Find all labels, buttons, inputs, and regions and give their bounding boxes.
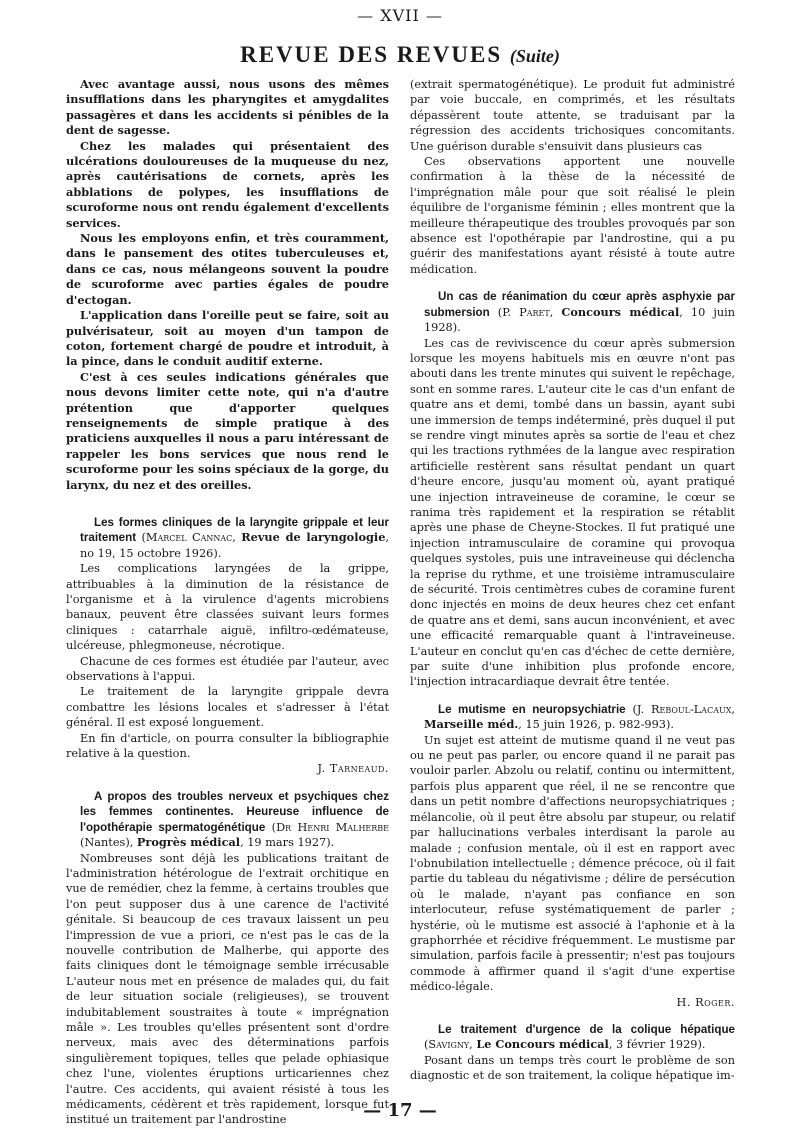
article-heading-malherbe: A propos des troubles nerveux et psychiques chez les femmes continentes. Heureuse influence de l'opothérapie spermatogénétique (Dr Henri Malherbe (Nantes), Progrès médical, 19 mars 1927). xyxy=(80,789,390,850)
article-paragraph: Nombreuses sont déjà les publications traitant de l'administration hétérologue de l'extrait orchitique en vue de remédier, chez la femme, à certains troubles que l'on peut supposer dus à une carence de l'activité génitale. Si beaucoup de ces travaux laissent un peu l'impression de vue a priori, ce n'est pas le cas de la nouvelle contribution de Malherbe, qui apporte des faits cliniques dont le témoignage semble irrécusable L'auteur nous met en présence de malades qui, du fait de leur situation sociale (religieuses), se trouvent indubitablement soustraites à toute « imprégnation mâle ». Les troubles qu'elles présentent sont d'ordre nerveux, mais avec des déterminations parfois singulièrement topiques, telles que pelade ophiasique chez l'une, violentes éruptions urticariennes chez l'autre. Ces accidents, qui avaient résisté à tous les médicaments, cédèrent et très rapidement, lorsque fut institué un traitement par l'androstine xyxy=(66,851,389,1127)
intro-paragraph-1: Avec avantage aussi, nous usons des mêmes insufflations dans les pharyngites et amygdalites passagères et dans les accidents si pénibles de la dent de sagesse. xyxy=(66,77,389,138)
continuation-paragraph: Ces observations apportent une nouvelle confirmation à la thèse de la nécessité de l'imprégnation mâle pour que soit réalisé le plein équilibre de l'organisme féminin ; elles montrent que la meilleure thérapeutique des troubles provoqués par son absence est l'opothérapie par l'androstine, qui a pu guérir des manifestations ayant résisté à toute autre médication. xyxy=(410,155,735,276)
page-number-footer: — 17 — xyxy=(363,1100,437,1121)
article-paragraph: Les complications laryngées de la grippe, attribuables à la diminution de la résistance de l'organisme et à la virulence d'agents microbiens banaux, peuvent être classées suivant leurs formes cliniques : catarrhale aiguë, infiltro-œdémateuse, ulcéreuse, phlegmoneuse, nécrotique. xyxy=(66,562,389,653)
article-title: Les formes cliniques de la laryngite grippale et leur traitement xyxy=(80,515,389,545)
article-title: Le traitement d'urgence de la colique hépatique xyxy=(438,1022,735,1036)
roman-page-number: — XVII — xyxy=(357,6,443,25)
roman-numeral: XVII xyxy=(380,6,420,25)
article-title: Un cas de réanimation du cœur après asphyxie par submersion xyxy=(424,290,735,319)
title-suffix: (Suite) xyxy=(509,46,560,66)
continuation-paragraph: (extrait spermatogénétique). Le produit fut administré par voie buccale, en comprimés, et les résultats dépassèrent toute attente, se traduisant par la régression des accidents trichosiques concomitants. Une guérison durable s'ensuivit dans plusieurs cas xyxy=(410,78,735,153)
article-citation: 19 mars 1927). xyxy=(247,836,335,850)
article-citation: 3 février 1929). xyxy=(616,1038,706,1052)
title-main: REVUE DES REVUES xyxy=(240,42,503,67)
article-citation: 15 juin 1926, p. 982-993). xyxy=(525,718,674,732)
article-title: A propos des troubles nerveux et psychiques chez les femmes continentes. Heureuse influence de l'opothérapie spermatogénétique xyxy=(80,789,389,834)
article-citation: 10 juin 1928). xyxy=(424,305,735,335)
article-heading-mutisme: Le mutisme en neuropsychiatrie (J. Reboul-Lacaux, Marseille méd., 15 juin 1926, p. 982-993). xyxy=(424,702,735,732)
article-paragraph: Les cas de reviviscence du cœur après submersion lorsque les moyens habituels mis en œuvre n'ont pas abouti dans les trente minutes qui suivent le repêchage, sont en somme rares. L'auteur cite le cas d'un enfant de quatre ans et demi, tombé dans un bassin, ayant subi une immersion de temps indéterminé, près duquel il put se rendre vingt minutes après sa sortie de l'eau et chez qui les tractions rythmées de la langue avec respiration artificielle restèrent sans résultat pendant un quart d'heure encore, jusqu'au moment où, ayant pratiqué une injection intraveineuse de coramine, le cœur se ranima très rapidement et la respiration se rétablit après une phase de Cheyne-Stockes. Il fut pratiqué une injection intramusculaire de coramine qui provoqua quelques systoles, puis une intraveineuse qui déclencha la reprise du rythme, et une troisième intramusculaire de sécurité. Trois centimètres cubes de coramine furent donc injectés en moins de deux heures chez cet enfant de quatre ans et demi, sans aucun inconvénient, et avec une efficacité remarquable quant à l'intraveineuse. L'auteur en conclut qu'en cas d'échec de cette dernière, par suite d'une inhibition plus profonde encore, l'injection intracardiaque devrait être tentée. xyxy=(410,336,735,689)
article-heading-reanimation: Un cas de réanimation du cœur après asphyxie par submersion (P. Paret, Concours médical, 10 juin 1928). xyxy=(424,290,735,335)
article-paragraph: Un sujet est atteint de mutisme quand il ne veut pas ou ne peut pas parler, ou encore quand il ne parait pas vouloir parler. Abzolu ou relatif, continu ou intermittent, parfois plus apparent que réel, il ne se rencontre que dans un petit nombre d'affections neuropsychiatriques ; mélancolie, où il peut être absolu par stupeur, ou relatif par hallucinations verbales interdisant la parole au malade ; confusion mentale, où il est en rapport avec l'obnubilation intellectuelle ; démence précoce, où il fait partie du tableau du négativisme ; délire de persécution où le malade, n'ayant pas confiance en son interlocuteur, refuse systématiquement de parler ; hystérie, où le mutisme est associé à l'aphonie et à la graphorrhée et récidive fréquemment. Le mustisme par simulation, parfois facile à pressentir; n'est pas toujours commode à affirmer quand il s'agit d'une expertise médico-légale. xyxy=(410,733,735,994)
article-author: P. Paret xyxy=(502,305,550,319)
article-heading-colique: Le traitement d'urgence de la colique hépatique (Savigny, Le Concours médical, 3 février 1929). xyxy=(424,1022,735,1052)
intro-paragraph-2: Chez les malades qui présentaient des ulcérations douloureuses de la muqueuse du nez, après cautérisations de cornets, après les abblations de polypes, les insufflations de scuroforme nous ont rendu également d'excellents services. xyxy=(66,138,389,230)
article-paragraph: Le traitement de la laryngite grippale devra combattre les lésions locales et s'adresser à l'état général. Il est exposé longuement. xyxy=(66,685,389,730)
left-column xyxy=(66,77,389,1128)
article-signature: J. Tarneaud. xyxy=(317,762,389,776)
article-author: Savigny xyxy=(428,1038,470,1052)
article-source: Revue de laryngologie xyxy=(241,530,386,545)
intro-paragraph-5: C'est à ces seules indications générales que nous devons limiter cette note, qui n'a d'autre prétention que d'apporter quelques renseignements de simple pratique à des praticiens auxquelles il nous a paru intéressant de rappeler les bons services que nous rend le scuroforme pour les soins spéciaux de la gorge, du larynx, du nez et des oreilles. xyxy=(66,369,389,492)
article-title: Le mutisme en neuropsychiatrie xyxy=(438,702,626,716)
article-author: J. Reboul-Lacaux xyxy=(636,702,732,716)
article-source: Concours médical xyxy=(561,304,680,319)
article-source: Marseille méd. xyxy=(424,717,519,732)
article-source: Progrès médical xyxy=(136,835,241,850)
page-title xyxy=(0,42,800,69)
article-signature: H. Roger. xyxy=(676,995,735,1009)
right-column xyxy=(410,77,735,1084)
article-author: Dr Henri Malherbe xyxy=(276,820,390,834)
article-author: Marcel Cannac xyxy=(145,531,233,545)
article-paragraph: Chacune de ces formes est étudiée par l'auteur, avec observations à l'appui. xyxy=(66,654,389,684)
intro-paragraph-3: Nous les employons enfin, et très couramment, dans le pansement des otites tuberculeuses et, dans ce cas, nous mélangeons souvent la poudre de scuroforme avec parties égales de poudre d'ectogan. xyxy=(66,231,389,307)
article-citation-pre: (Nantes), xyxy=(80,836,134,850)
article-paragraph: En fin d'article, on pourra consulter la bibliographie relative à la question. xyxy=(66,731,389,761)
article-heading-laryngite: Les formes cliniques de la laryngite grippale et leur traitement (Marcel Cannac, Revue de laryngologie, no 19, 15 octobre 1926). xyxy=(80,515,389,560)
article-citation: no 19, 15 octobre 1926). xyxy=(80,546,222,560)
intro-paragraph-4: L'application dans l'oreille peut se faire, soit au pulvérisateur, soit au moyen d'un tampon de coton, fortement chargé de poudre et introduit, à la pince, dans le conduit auditif externe. xyxy=(66,308,389,369)
article-paragraph: Posant dans un temps très court le problème de son diagnostic et de son traitement, la colique hépatique im- xyxy=(410,1053,735,1083)
article-source: Le Concours médical xyxy=(476,1037,609,1052)
